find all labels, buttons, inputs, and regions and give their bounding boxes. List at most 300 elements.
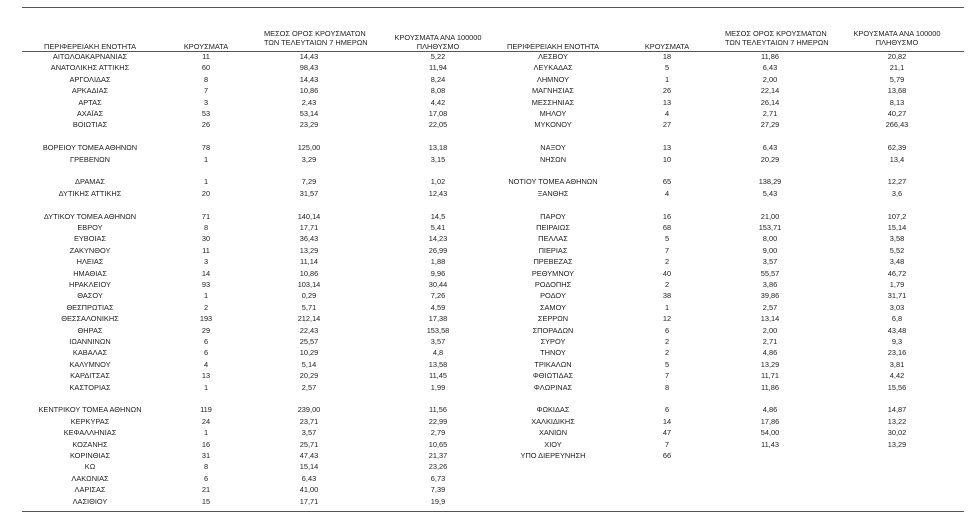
left-cell-cases: 193 bbox=[199, 314, 213, 324]
left-cell-name: ΑΧΑΪΑΣ bbox=[76, 109, 104, 118]
right-cell-per: 3,58 bbox=[889, 234, 905, 244]
right-cell-avg: 9,00 bbox=[762, 245, 778, 255]
right-cell-cases: 7 bbox=[664, 245, 670, 255]
left-cell-avg: 13,29 bbox=[299, 245, 319, 255]
left-cell-cases: 8 bbox=[203, 223, 209, 232]
right-cell-avg: 11,86 bbox=[761, 382, 779, 392]
right-cell-avg: 2,71 bbox=[762, 109, 778, 118]
right-cell-cases: 5 bbox=[664, 63, 670, 73]
left-cell-per: 5,22 bbox=[430, 52, 446, 61]
left-cell-cases: 21 bbox=[201, 485, 211, 495]
left-cell-per: 7,39 bbox=[430, 485, 446, 495]
left-cell-name: ΘΕΣΣΑΛΟΝΙΚΗΣ bbox=[61, 314, 119, 324]
right-cell-name: ΝΑΞΟΥ bbox=[540, 143, 566, 153]
left-header-avg-line2: ΤΩΝ ΤΕΛΕΥΤΑΙΩΝ 7 ΗΜΕΡΩΝ bbox=[264, 38, 368, 47]
right-cell-per: 3,81 bbox=[889, 359, 905, 369]
left-cell-per: 2,79 bbox=[430, 428, 446, 438]
right-cell-name: ΥΠΟ ΔΙΕΡΕΥΝΗΣΗ bbox=[520, 451, 586, 460]
right-cell-avg: 4,86 bbox=[762, 405, 778, 415]
right-cell-name: ΤΡΙΚΑΛΩΝ bbox=[534, 359, 572, 369]
left-cell-cases: 71 bbox=[201, 211, 211, 221]
right-cell-avg: 3,86 bbox=[762, 280, 778, 289]
left-cell-avg: 2,43 bbox=[301, 97, 317, 107]
left-cell-per: 5,41 bbox=[430, 223, 446, 232]
left-cell-avg: 5,14 bbox=[301, 359, 317, 369]
left-cell-avg bbox=[264, 132, 354, 142]
right-cell-cases bbox=[637, 200, 697, 210]
right-cell-avg bbox=[725, 200, 815, 210]
right-cell-per: 3,6 bbox=[891, 188, 903, 198]
bottom-rule bbox=[22, 511, 964, 512]
right-cell-name: ΞΑΝΘΗΣ bbox=[537, 188, 569, 198]
right-cell-cases: 27 bbox=[662, 120, 672, 130]
right-cell-avg: 21,00 bbox=[760, 211, 780, 221]
right-cell-name bbox=[448, 394, 658, 404]
left-cell-name: ΗΡΑΚΛΕΙΟΥ bbox=[69, 280, 111, 289]
right-cell-per: 14,87 bbox=[887, 405, 907, 415]
left-cell-cases: 24 bbox=[201, 416, 211, 426]
right-cell-per: 9,3 bbox=[891, 337, 903, 346]
right-cell-name: ΧΑΛΚΙΔΙΚΗΣ bbox=[531, 416, 575, 426]
left-cell-cases bbox=[176, 394, 236, 404]
right-cell-avg: 2,71 bbox=[762, 337, 778, 346]
left-cell-avg: 36,43 bbox=[299, 234, 319, 244]
right-header-per bbox=[852, 29, 942, 47]
left-cell-name: ΚΕΝΤΡΙΚΟΥ ΤΟΜΕΑ ΑΘΗΝΩΝ bbox=[38, 405, 142, 415]
right-cell-avg: 39,86 bbox=[760, 291, 780, 301]
right-cell-cases: 5 bbox=[664, 359, 670, 369]
left-cell-avg: 2,57 bbox=[301, 382, 317, 392]
left-cell-cases: 4 bbox=[203, 359, 209, 369]
top-rule bbox=[22, 7, 964, 8]
left-cell-name: ΔΥΤΙΚΟΥ ΤΟΜΕΑ ΑΘΗΝΩΝ bbox=[43, 211, 137, 221]
left-cell-per: 22,05 bbox=[428, 120, 448, 130]
right-cell-avg: 26,14 bbox=[760, 97, 780, 107]
left-cell-cases: 1 bbox=[203, 382, 209, 392]
left-cell-cases: 53 bbox=[201, 109, 211, 118]
left-cell-avg: 140,14 bbox=[297, 211, 321, 221]
right-cell-avg: 8,00 bbox=[762, 234, 778, 244]
right-cell-avg: 13,29 bbox=[760, 359, 780, 369]
right-cell-avg: 11,43 bbox=[761, 439, 779, 449]
left-cell-name: ΗΛΕΙΑΣ bbox=[76, 257, 104, 267]
right-cell-cases bbox=[637, 394, 697, 404]
left-cell-name: ΚΕΡΚΥΡΑΣ bbox=[70, 416, 110, 426]
left-cell-per: 4,59 bbox=[430, 302, 446, 312]
right-cell-per: 43,48 bbox=[887, 325, 907, 335]
left-cell-avg: 14,43 bbox=[299, 74, 319, 84]
right-cell-cases: 7 bbox=[664, 371, 670, 381]
right-cell-cases: 65 bbox=[662, 177, 672, 187]
right-cell-cases: 8 bbox=[664, 382, 670, 392]
right-cell-avg: 13,14 bbox=[760, 314, 780, 324]
left-cell-cases: 1 bbox=[203, 154, 209, 164]
left-cell-avg: 3,57 bbox=[301, 428, 317, 438]
right-cell-cases: 7 bbox=[664, 439, 670, 449]
left-cell-name bbox=[0, 166, 195, 176]
left-cell-name: ΘΗΡΑΣ bbox=[77, 325, 103, 335]
right-cell-per: 46,72 bbox=[887, 268, 907, 278]
right-cell-name: ΠΕΛΛΑΣ bbox=[538, 234, 568, 244]
left-cell-name: ΑΝΑΤΟΛΙΚΗΣ ΑΤΤΙΚΗΣ bbox=[50, 63, 130, 73]
right-cell-avg: 22,14 bbox=[760, 86, 780, 96]
left-cell-name: ΘΕΣΠΡΩΤΙΑΣ bbox=[66, 302, 114, 312]
left-cell-cases bbox=[176, 132, 236, 142]
left-cell-cases: 78 bbox=[201, 143, 211, 153]
right-cell-cases: 2 bbox=[664, 280, 670, 289]
left-cell-name: ΔΡΑΜΑΣ bbox=[75, 177, 105, 187]
left-cell-avg: 10,86 bbox=[299, 268, 319, 278]
right-cell-per: 5,79 bbox=[889, 74, 905, 84]
left-cell-name: ΗΜΑΘΙΑΣ bbox=[73, 268, 107, 278]
right-cell-per bbox=[852, 451, 942, 461]
right-header-avg-line2: ΤΩΝ ΤΕΛΕΥΤΑΙΩΝ 7 ΗΜΕΡΩΝ bbox=[725, 38, 829, 47]
left-cell-name: ΑΡΓΟΛΙΔΑΣ bbox=[69, 74, 111, 84]
left-cell-per: 19,9 bbox=[430, 496, 446, 506]
right-cell-avg: 11,86 bbox=[761, 52, 779, 61]
left-cell-avg: 31,57 bbox=[299, 188, 319, 198]
left-cell-cases: 119 bbox=[200, 405, 212, 415]
left-cell-avg: 47,43 bbox=[299, 451, 319, 460]
right-cell-avg: 17,86 bbox=[760, 416, 780, 426]
left-cell-avg: 125,00 bbox=[297, 143, 321, 153]
right-cell-name: ΤΗΝΟΥ bbox=[540, 348, 566, 358]
right-cell-cases: 13 bbox=[662, 143, 672, 153]
left-cell-name: ΚΑΒΑΛΑΣ bbox=[72, 348, 108, 358]
right-cell-cases bbox=[637, 166, 697, 176]
right-cell-per: 23,16 bbox=[887, 348, 907, 358]
left-cell-name: ΓΡΕΒΕΝΩΝ bbox=[70, 154, 110, 164]
left-cell-avg bbox=[264, 394, 354, 404]
left-cell-per: 13,58 bbox=[428, 359, 448, 369]
left-cell-cases: 31 bbox=[201, 451, 211, 460]
left-cell-per: 11,56 bbox=[429, 405, 447, 415]
left-cell-avg: 41,00 bbox=[299, 485, 319, 495]
right-cell-name: ΦΘΙΩΤΙΔΑΣ bbox=[532, 371, 574, 381]
left-cell-per: 17,38 bbox=[428, 314, 448, 324]
left-cell-avg: 17,71 bbox=[299, 223, 319, 232]
right-cell-avg: 11,71 bbox=[761, 371, 779, 381]
right-cell-cases: 47 bbox=[662, 428, 672, 438]
left-cell-cases: 60 bbox=[201, 63, 211, 73]
left-cell-avg: 15,14 bbox=[299, 462, 319, 472]
left-cell-avg: 20,29 bbox=[299, 371, 319, 381]
right-cell-name: ΠΙΕΡΙΑΣ bbox=[538, 245, 568, 255]
left-cell-name: ΖΑΚΥΝΘΟΥ bbox=[69, 245, 111, 255]
right-cell-per bbox=[852, 166, 942, 176]
left-cell-cases: 8 bbox=[203, 74, 209, 84]
left-cell-avg: 23,29 bbox=[299, 120, 319, 130]
left-cell-name: ΑΡΚΑΔΙΑΣ bbox=[71, 86, 109, 96]
left-cell-per: 10,65 bbox=[428, 439, 448, 449]
left-cell-per: 7,26 bbox=[430, 291, 446, 301]
right-cell-name: ΜΑΓΝΗΣΙΑΣ bbox=[532, 86, 574, 96]
right-cell-per: 13,4 bbox=[889, 154, 905, 164]
left-cell-avg: 10,86 bbox=[299, 86, 319, 96]
left-cell-cases: 6 bbox=[203, 473, 209, 483]
left-cell-avg: 25,57 bbox=[299, 337, 319, 346]
right-cell-cases: 5 bbox=[664, 234, 670, 244]
left-cell-cases: 16 bbox=[201, 439, 211, 449]
left-cell-per: 11,94 bbox=[429, 63, 447, 73]
right-cell-per: 4,42 bbox=[889, 371, 905, 381]
left-cell-cases: 11 bbox=[202, 245, 210, 255]
left-cell-per: 14,5 bbox=[430, 211, 446, 221]
left-cell-per: 23,26 bbox=[428, 462, 448, 472]
left-cell-per: 8,24 bbox=[430, 74, 446, 84]
left-cell-cases bbox=[176, 200, 236, 210]
left-cell-per: 22,99 bbox=[428, 416, 448, 426]
right-header-per-line1: ΚΡΟΥΣΜΑΤΑ ΑΝΑ 100000 bbox=[853, 29, 941, 38]
left-header-avg bbox=[264, 29, 368, 47]
right-cell-name: ΝΗΣΩΝ bbox=[539, 154, 567, 164]
right-cell-cases: 4 bbox=[664, 188, 670, 198]
left-cell-avg: 239,00 bbox=[297, 405, 321, 415]
left-cell-cases: 2 bbox=[203, 302, 209, 312]
right-cell-cases: 68 bbox=[662, 223, 672, 232]
right-cell-cases: 38 bbox=[662, 291, 672, 301]
left-header-per-line2: ΠΛΗΘΥΣΜΟ bbox=[416, 42, 460, 51]
left-cell-avg bbox=[264, 200, 354, 210]
left-cell-name: ΛΑΡΙΣΑΣ bbox=[74, 485, 106, 495]
right-cell-name: ΜΕΣΣΗΝΙΑΣ bbox=[531, 97, 575, 107]
left-cell-name: ΕΥΒΟΙΑΣ bbox=[73, 234, 107, 244]
left-cell-per: 3,57 bbox=[430, 337, 446, 346]
left-cell-name: ΚΟΡΙΝΘΙΑΣ bbox=[69, 451, 111, 460]
left-cell-per: 3,15 bbox=[430, 154, 446, 164]
left-cell-per: 9,96 bbox=[430, 268, 446, 278]
left-cell-name: ΛΑΚΩΝΙΑΣ bbox=[71, 473, 109, 483]
left-cell-per: 11,45 bbox=[429, 371, 447, 381]
right-cell-cases: 66 bbox=[662, 451, 672, 460]
right-cell-name bbox=[448, 132, 658, 142]
left-cell-cases: 11 bbox=[202, 52, 210, 61]
right-cell-cases: 2 bbox=[664, 348, 670, 358]
left-cell-name: ΚΑΛΥΜΝΟΥ bbox=[69, 359, 111, 369]
right-cell-cases: 26 bbox=[662, 86, 672, 96]
left-cell-per: 14,23 bbox=[428, 234, 448, 244]
right-cell-per: 31,71 bbox=[887, 291, 907, 301]
right-cell-per bbox=[852, 132, 942, 142]
right-cell-cases bbox=[637, 132, 697, 142]
left-cell-avg: 10,29 bbox=[299, 348, 319, 358]
right-cell-per: 13,22 bbox=[887, 416, 907, 426]
right-cell-avg bbox=[725, 394, 815, 404]
right-cell-cases: 13 bbox=[662, 97, 672, 107]
right-cell-cases: 4 bbox=[664, 109, 670, 118]
right-cell-avg: 2,00 bbox=[762, 325, 778, 335]
left-cell-cases: 20 bbox=[201, 188, 211, 198]
left-cell-avg: 25,71 bbox=[299, 439, 319, 449]
right-cell-avg: 6,43 bbox=[762, 63, 778, 73]
left-header-per-line1: ΚΡΟΥΣΜΑΤΑ ΑΝΑ 100000 bbox=[394, 33, 482, 42]
left-cell-name: ΚΑΡΔΙΤΣΑΣ bbox=[70, 371, 110, 381]
left-cell-avg: 5,71 bbox=[301, 302, 317, 312]
left-cell-cases: 93 bbox=[201, 280, 211, 289]
right-cell-cases: 12 bbox=[662, 314, 672, 324]
left-cell-avg bbox=[264, 166, 354, 176]
right-cell-avg: 54,00 bbox=[760, 428, 780, 438]
right-cell-name bbox=[448, 166, 658, 176]
right-cell-per: 20,82 bbox=[887, 52, 907, 61]
left-cell-cases: 15 bbox=[201, 496, 211, 506]
left-cell-cases: 26 bbox=[201, 120, 211, 130]
right-cell-name: ΦΛΩΡΙΝΑΣ bbox=[533, 382, 573, 392]
left-header-avg-line1: ΜΕΣΟΣ ΟΡΟΣ ΚΡΟΥΣΜΑΤΩΝ bbox=[264, 29, 366, 38]
left-cell-avg: 53,14 bbox=[299, 109, 319, 118]
left-cell-name bbox=[0, 200, 195, 210]
right-cell-cases: 6 bbox=[664, 405, 670, 415]
left-cell-per: 21,37 bbox=[428, 451, 448, 460]
right-cell-avg: 4,86 bbox=[762, 348, 778, 358]
left-cell-avg: 3,29 bbox=[301, 154, 317, 164]
right-cell-name: ΡΕΘΥΜΝΟΥ bbox=[531, 268, 575, 278]
left-cell-cases: 8 bbox=[203, 462, 209, 472]
right-cell-per: 13,29 bbox=[887, 439, 907, 449]
right-cell-name: ΣΥΡΟΥ bbox=[540, 337, 566, 346]
right-cell-name: ΡΟΔΟΥ bbox=[540, 291, 566, 301]
right-header-per-line2: ΠΛΗΘΥΣΜΟ bbox=[875, 38, 919, 47]
right-cell-per: 3,03 bbox=[889, 302, 905, 312]
left-header-region: ΠΕΡΙΦΕΡΕΙΑΚΗ ΕΝΟΤΗΤΑ bbox=[44, 42, 136, 51]
left-cell-avg: 23,71 bbox=[299, 416, 319, 426]
left-cell-cases: 3 bbox=[203, 257, 209, 267]
right-cell-cases: 1 bbox=[664, 302, 670, 312]
right-cell-avg bbox=[725, 166, 815, 176]
left-cell-name: ΔΥΤΙΚΗΣ ΑΤΤΙΚΗΣ bbox=[58, 188, 122, 198]
right-header-region: ΠΕΡΙΦΕΡΕΙΑΚΗ ΕΝΟΤΗΤΑ bbox=[507, 42, 599, 51]
right-cell-avg bbox=[725, 132, 815, 142]
right-cell-name bbox=[448, 200, 658, 210]
right-cell-cases: 2 bbox=[664, 337, 670, 346]
left-cell-per: 13,18 bbox=[428, 143, 448, 153]
left-cell-cases: 3 bbox=[203, 97, 209, 107]
right-cell-name: ΣΠΟΡΑΔΩΝ bbox=[532, 325, 574, 335]
left-cell-cases: 14 bbox=[201, 268, 211, 278]
right-header-avg-line1: ΜΕΣΟΣ ΟΡΟΣ ΚΡΟΥΣΜΑΤΩΝ bbox=[725, 29, 827, 38]
right-cell-per: 62,39 bbox=[887, 143, 907, 153]
right-cell-per: 21,1 bbox=[889, 63, 905, 73]
right-cell-name: ΠΕΙΡΑΙΩΣ bbox=[536, 223, 570, 232]
right-cell-avg: 2,57 bbox=[762, 302, 778, 312]
right-cell-name: ΠΑΡΟΥ bbox=[540, 211, 566, 221]
left-cell-avg: 6,43 bbox=[301, 473, 317, 483]
right-cell-per: 8,13 bbox=[889, 97, 905, 107]
right-cell-cases: 10 bbox=[662, 154, 672, 164]
right-cell-cases: 14 bbox=[662, 416, 672, 426]
right-cell-per: 1,79 bbox=[889, 280, 905, 289]
right-cell-name: ΛΕΣΒΟΥ bbox=[538, 52, 568, 61]
left-cell-name: ΚΕΦΑΛΛΗΝΙΑΣ bbox=[63, 428, 117, 438]
left-cell-name bbox=[0, 394, 195, 404]
right-cell-per: 266,43 bbox=[885, 120, 909, 130]
left-cell-avg: 11,14 bbox=[300, 257, 318, 267]
left-cell-name: ΛΑΣΙΘΙΟΥ bbox=[72, 496, 108, 506]
right-cell-cases: 2 bbox=[664, 257, 670, 267]
left-cell-name: ΒΟΡΕΙΟΥ ΤΟΜΕΑ ΑΘΗΝΩΝ bbox=[42, 143, 138, 153]
left-cell-per: 17,08 bbox=[428, 109, 448, 118]
right-cell-per: 12,27 bbox=[887, 177, 907, 187]
left-cell-cases bbox=[176, 166, 236, 176]
left-cell-avg: 103,14 bbox=[297, 280, 321, 289]
left-cell-per: 1,99 bbox=[430, 382, 446, 392]
right-cell-name: ΡΟΔΟΠΗΣ bbox=[534, 280, 572, 289]
right-cell-per: 3,48 bbox=[889, 257, 905, 267]
right-cell-cases: 40 bbox=[662, 268, 672, 278]
left-cell-name: ΒΟΙΩΤΙΑΣ bbox=[72, 120, 108, 130]
left-cell-avg: 14,43 bbox=[299, 52, 319, 61]
right-header-avg bbox=[725, 29, 829, 47]
left-cell-cases: 29 bbox=[201, 325, 211, 335]
left-cell-name: ΙΩΑΝΝΙΝΩΝ bbox=[69, 337, 111, 346]
left-cell-cases: 1 bbox=[203, 291, 209, 301]
right-cell-avg: 138,29 bbox=[758, 177, 782, 187]
left-cell-name bbox=[0, 132, 195, 142]
left-cell-per: 6,73 bbox=[430, 473, 446, 483]
left-cell-avg: 212,14 bbox=[297, 314, 321, 324]
right-cell-name: ΜΥΚΟΝΟΥ bbox=[534, 120, 572, 130]
left-cell-name: ΚΩ bbox=[84, 462, 96, 472]
left-cell-per: 1,02 bbox=[430, 177, 446, 187]
right-cell-per: 107,2 bbox=[887, 211, 907, 221]
left-cell-cases: 1 bbox=[203, 428, 209, 438]
left-cell-avg: 22,43 bbox=[299, 325, 319, 335]
right-cell-avg: 27,29 bbox=[760, 120, 780, 130]
right-cell-per: 6,8 bbox=[891, 314, 903, 324]
left-cell-per: 26,99 bbox=[428, 245, 448, 255]
right-cell-per: 13,68 bbox=[887, 86, 907, 96]
right-cell-name: ΧΑΝΙΩΝ bbox=[538, 428, 568, 438]
left-cell-per: 8,08 bbox=[430, 86, 446, 96]
left-cell-cases: 30 bbox=[201, 234, 211, 244]
right-cell-name: ΜΗΛΟΥ bbox=[539, 109, 567, 118]
right-cell-per: 5,52 bbox=[889, 245, 905, 255]
left-cell-name: ΑΡΤΑΣ bbox=[78, 97, 102, 107]
left-cell-name: ΘΑΣΟΥ bbox=[77, 291, 103, 301]
right-cell-per: 30,02 bbox=[887, 428, 907, 438]
right-cell-avg bbox=[725, 451, 815, 461]
right-cell-name: ΣΑΜΟΥ bbox=[539, 302, 567, 312]
left-cell-cases: 6 bbox=[203, 348, 209, 358]
right-cell-name: ΛΕΥΚΑΔΑΣ bbox=[533, 63, 573, 73]
right-cell-per: 15,56 bbox=[887, 382, 907, 392]
left-cell-avg: 7,29 bbox=[301, 177, 317, 187]
left-cell-per: 1,88 bbox=[430, 257, 446, 267]
right-cell-name: ΛΗΜΝΟΥ bbox=[536, 74, 570, 84]
right-cell-name: ΝΟΤΙΟΥ ΤΟΜΕΑ ΑΘΗΝΩΝ bbox=[508, 177, 598, 187]
left-cell-per: 4,42 bbox=[430, 97, 446, 107]
left-cell-name: ΕΒΡΟΥ bbox=[77, 223, 103, 232]
right-cell-avg: 55,57 bbox=[760, 268, 780, 278]
left-cell-name: ΚΟΖΑΝΗΣ bbox=[72, 439, 108, 449]
left-cell-avg: 98,43 bbox=[299, 63, 319, 73]
right-cell-per: 15,14 bbox=[887, 223, 907, 232]
left-cell-avg: 17,71 bbox=[299, 496, 319, 506]
right-cell-avg: 6,43 bbox=[762, 143, 778, 153]
right-cell-name: ΧΙΟΥ bbox=[544, 439, 562, 449]
right-cell-cases: 1 bbox=[664, 74, 670, 84]
left-cell-cases: 7 bbox=[203, 86, 209, 96]
right-cell-avg: 2,00 bbox=[762, 74, 778, 84]
right-cell-per bbox=[852, 394, 942, 404]
left-cell-per: 30,44 bbox=[428, 280, 448, 289]
left-cell-cases: 13 bbox=[201, 371, 211, 381]
right-cell-cases: 18 bbox=[662, 52, 672, 61]
left-cell-avg: 0,29 bbox=[301, 291, 317, 301]
left-cell-cases: 1 bbox=[203, 177, 209, 187]
right-cell-avg: 20,29 bbox=[760, 154, 780, 164]
right-cell-per bbox=[852, 200, 942, 210]
